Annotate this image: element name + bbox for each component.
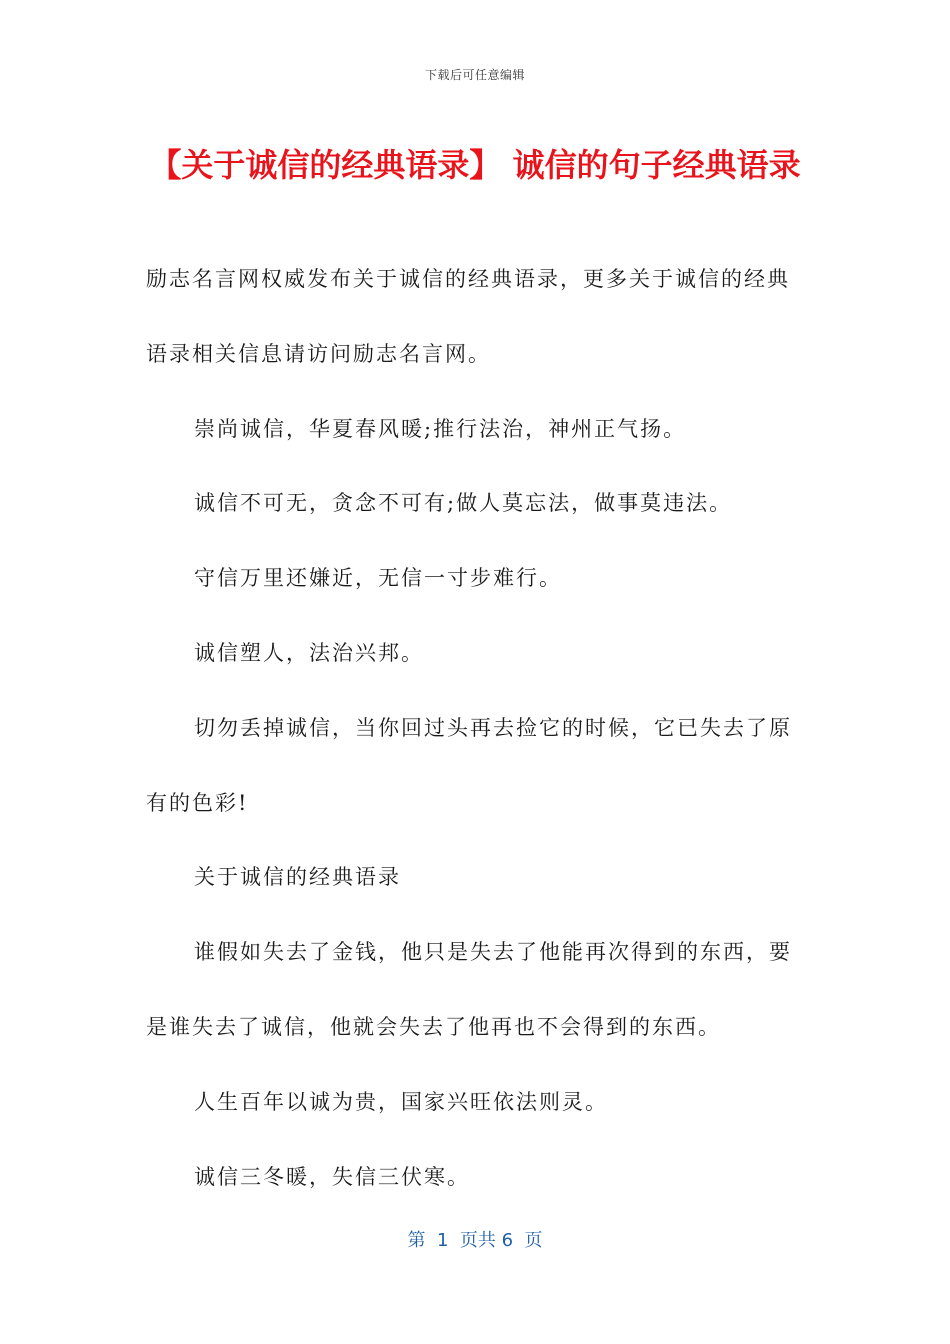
- section-heading: 关于诚信的经典语录: [194, 865, 401, 890]
- quote-paragraph: 诚信三冬暖，失信三伏寒。: [194, 1164, 470, 1189]
- quote-paragraph: 谁假如失去了金钱，他只是失去了他能再次得到的东西，要是谁失去了诚信，他就会失去了他再也不会得到的东西。: [146, 940, 792, 1039]
- quote-paragraph: 守信万里还嫌近，无信一寸步难行。: [194, 566, 562, 591]
- quote-paragraph: 诚信不可无，贪念不可有;做人莫忘法，做事莫违法。: [194, 491, 733, 516]
- page-number: 第 1 页共 6 页: [407, 1230, 543, 1251]
- quote-paragraph: 崇尚诚信，华夏春风暖;推行法治，神州正气扬。: [194, 416, 687, 441]
- quote-paragraph: 切勿丢掉诚信，当你回过头再去捡它的时候，它已失去了原有的色彩!: [146, 715, 792, 815]
- header-note: 下载后可任意编辑: [424, 68, 525, 82]
- quote-paragraph: 诚信塑人，法治兴邦。: [194, 640, 424, 665]
- document-body: [146, 242, 806, 1214]
- quote-paragraph: 人生百年以诚为贵，国家兴旺依法则灵。: [194, 1089, 608, 1114]
- intro-paragraph: 励志名言网权威发布关于诚信的经典语录，更多关于诚信的经典语录相关信息请访问励志名言网。: [146, 267, 790, 366]
- document-title: 【关于诚信的经典语录】 诚信的句子经典语录: [149, 146, 801, 184]
